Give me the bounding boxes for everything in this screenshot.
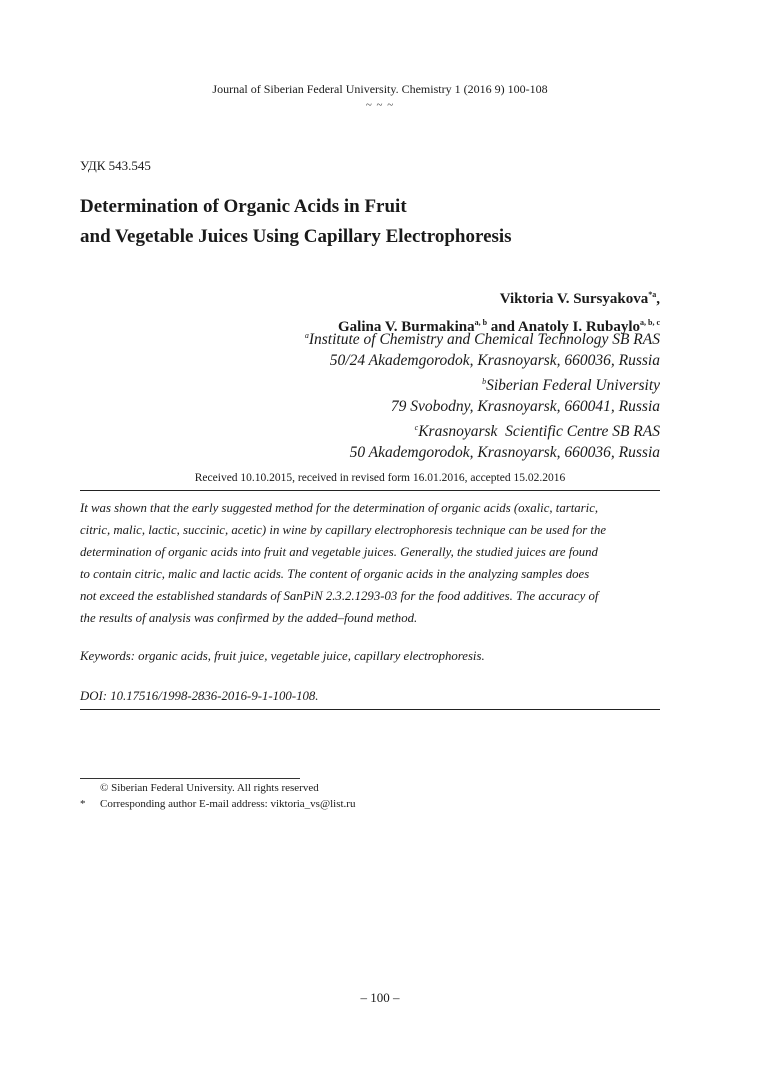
abstract-line: not exceed the established standards of SanPiN 2.3.2.1293-03 for the food additives. The accuracy of — [80, 589, 599, 603]
affiliations — [305, 325, 660, 463]
author-name: Galina V. Burmakina — [338, 319, 475, 335]
author-separator: , — [656, 291, 660, 307]
footnote-text: Corresponding author E-mail address: viktoria_vs@list.ru — [100, 798, 356, 810]
author-name: Viktoria V. Sursyakova — [499, 291, 649, 307]
abstract-line: citric, malic, lactic, succinic, acetic) in wine by capillary electrophoresis technique can be used for the — [80, 523, 607, 537]
footnote-copyright: © Siberian Federal University. All rights reserved — [100, 782, 319, 794]
author-affil-marker: a, b, c — [640, 318, 660, 327]
author-affil-marker: a, b — [474, 318, 488, 327]
affil-marker: b — [482, 377, 487, 386]
affiliation-b-line-1 — [305, 371, 660, 396]
affiliation-b-line-2: 79 Svobodny, Krasnoyarsk, 660041, Russia — [390, 398, 660, 415]
title-line-2: and Vegetable Juices Using Capillary Electrophoresis — [80, 226, 512, 247]
abstract-line: It was shown that the early suggested method for the determination of organic acids (oxalic, tartaric, — [80, 501, 599, 515]
affil-text: Siberian Federal University — [486, 377, 660, 394]
author-affil-marker: *a — [648, 290, 657, 299]
received-dates: Received 10.10.2015, received in revised form 16.01.2016, accepted 15.02.2016 — [194, 472, 566, 484]
abstract-line: the results of analysis was confirmed by the added–found method. — [80, 611, 418, 625]
affil-marker: a — [304, 331, 309, 340]
footnote-corresponding — [80, 798, 355, 810]
abstract — [80, 497, 660, 629]
keywords: Keywords: organic acids, fruit juice, vegetable juice, capillary electrophoresis. — [80, 649, 485, 663]
affil-marker: c — [414, 423, 419, 432]
affil-text: Institute of Chemistry and Chemical Technology SB RAS — [308, 331, 660, 348]
author-conjunction: and — [487, 319, 518, 335]
abstract-top-rule — [80, 490, 660, 491]
affiliation-a-line-1 — [305, 325, 660, 350]
page-number: – 100 – — [360, 990, 400, 1005]
doi: DOI: 10.17516/1998-2836-2016-9-1-100-108. — [80, 689, 319, 703]
abstract-line: determination of organic acids into fruit and vegetable juices. Generally, the studied juices are found — [80, 545, 598, 559]
header-separator: ~ ~ ~ — [365, 99, 395, 111]
abstract-line: to contain citric, malic and lactic acids. The content of organic acids in the analyzing samples does — [80, 567, 590, 581]
abstract-bottom-rule — [80, 709, 660, 710]
affiliation-c-line-2: 50 Akademgorodok, Krasnoyarsk, 660036, Russia — [349, 444, 660, 461]
author-line-1 — [338, 283, 660, 311]
journal-header: Journal of Siberian Federal University. Chemistry 1 (2016 9) 100-108 — [212, 82, 548, 96]
paper-title — [80, 192, 512, 252]
udc-code: УДК 543.545 — [80, 158, 151, 173]
affil-text: Krasnoyarsk Scientific Centre SB RAS — [418, 423, 660, 440]
affiliation-c-line-1 — [305, 417, 660, 442]
author-name: Anatoly I. Rubaylo — [517, 319, 640, 335]
affiliation-a-line-2: 50/24 Akademgorodok, Krasnoyarsk, 660036, Russia — [329, 352, 660, 369]
footnote-rule — [80, 778, 300, 779]
footnote-marker: * — [80, 798, 86, 810]
title-line-1: Determination of Organic Acids in Fruit — [80, 196, 407, 217]
